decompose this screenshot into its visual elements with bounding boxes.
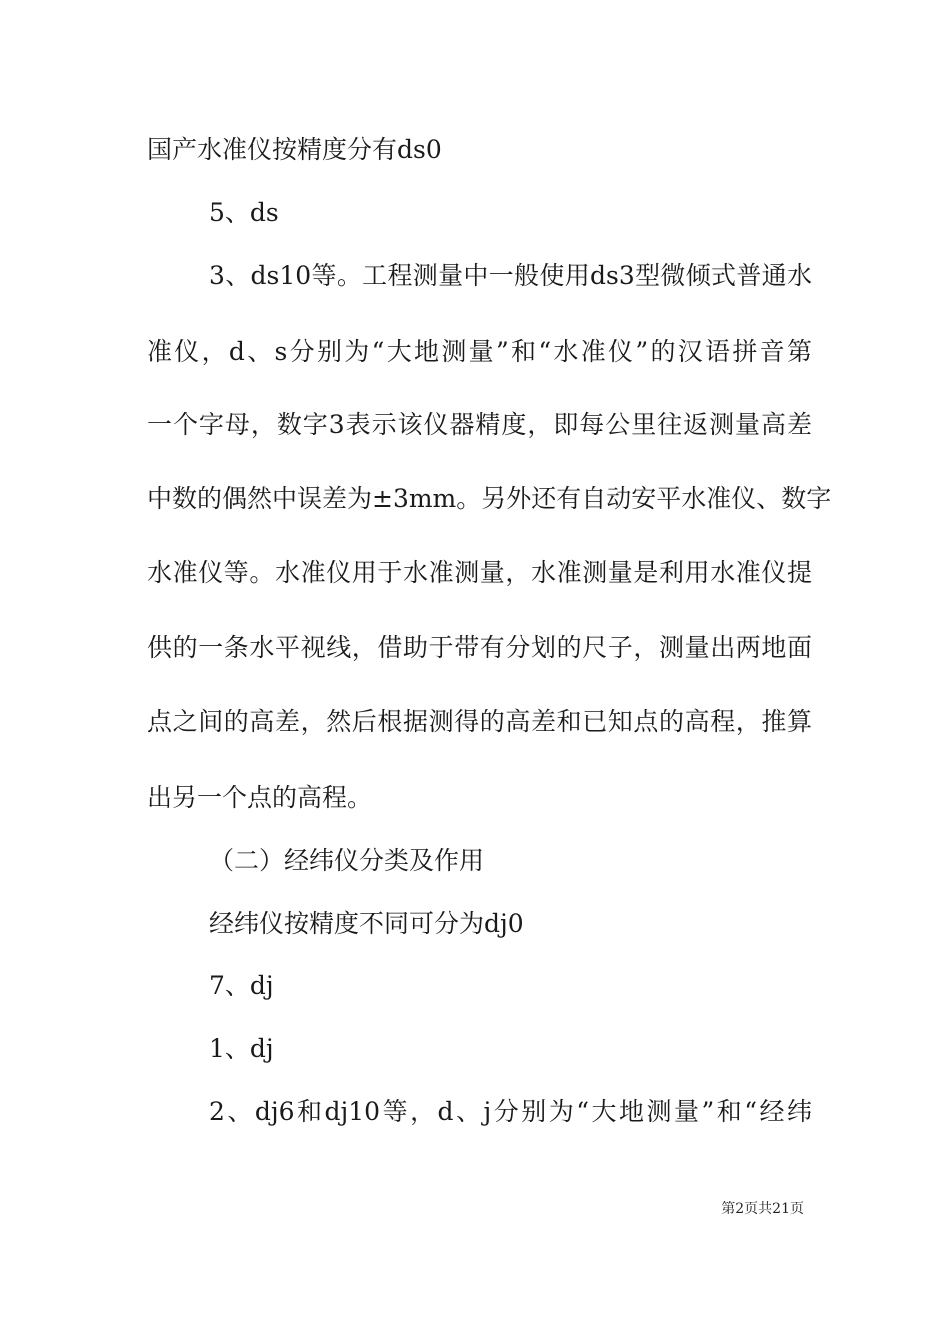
text-line-15: 2、dj6和dj10等，d、j分别为“大地测量”和“经纬 [209,1097,812,1126]
text-line-8: 供的一条水平视线，借助于带有分划的尺子，测量出两地面 [147,633,812,662]
text-line-5: 一个字母，数字3表示该仪器精度，即每公里往返测量高差 [147,410,812,439]
text-line-9: 点之间的高差，然后根据测得的高差和已知点的高程，推算 [147,707,812,736]
text-line-7: 水准仪等。水准仪用于水准测量，水准测量是利用水准仪提 [147,558,812,587]
text-line-1: 国产水准仪按精度分有ds0 [147,135,442,164]
text-line-14: 1、dj [209,1034,274,1063]
section-heading: （二）经纬仪分类及作用 [209,846,485,875]
text-line-3: 3、ds10等。工程测量中一般使用ds3型微倾式普通水 [209,261,812,290]
text-line-4: 准仪，d、s分别为“大地测量”和“水准仪”的汉语拼音第 [147,337,812,366]
text-line-6: 中数的偶然中误差为±3mm。另外还有自动安平水准仪、数字 [147,484,832,513]
page-number-footer: 第2页共21页 [721,1201,804,1217]
text-line-12: 经纬仪按精度不同可分为dj0 [209,909,524,938]
text-line-2: 5、ds [209,198,279,227]
text-line-10: 出另一个点的高程。 [147,783,373,812]
text-line-13: 7、dj [209,971,274,1000]
